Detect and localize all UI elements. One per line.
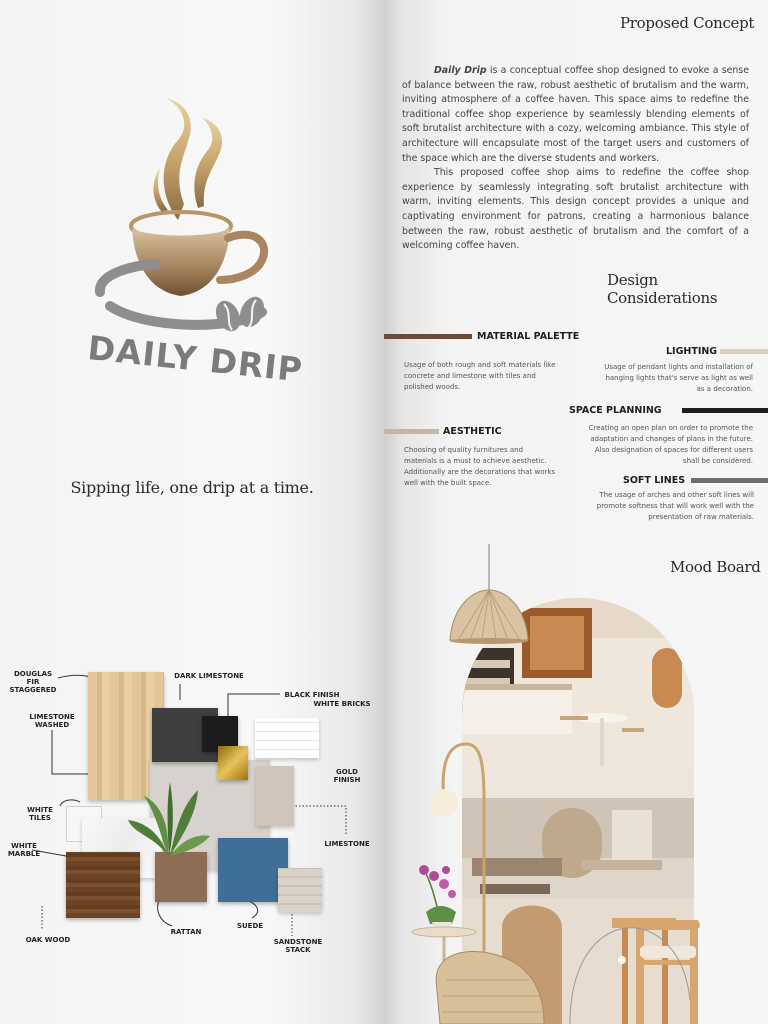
label-white-bricks: WHITE BRICKS (313, 700, 371, 708)
label-rattan: RATTAN (170, 928, 202, 936)
label-gold-finish: GOLD FINISH (333, 768, 361, 784)
space-planning-text: Creating an open plan on order to promote the adaptation and changes of plans in the future. Also designation of spaces for different users shall be considered. (588, 424, 753, 465)
label-black-finish: BLACK FINISH (284, 691, 340, 699)
label-sandstone-stack: SANDSTONE STACK (273, 938, 323, 954)
design-considerations-heading: Design Considerations (607, 271, 718, 307)
concept-paragraph-1-text: is a conceptual coffee shop designed to evoke a sense of balance between the raw, robust aesthetic of brutalism and the warm, inviting atmosphere of a coffee haven. This space aims to redefine the traditional coffee shop experience by seamlessly blending elements of soft brutalist architecture with a cozy, welcoming ambiance. This style of architecture will encapsulate most of the target users and customers of the space which are the diverse students and workers. (402, 65, 749, 164)
aesthetic-title: AESTHETIC (443, 426, 502, 437)
label-limestone: LIMESTONE (324, 840, 370, 848)
lighting-title: LIGHTING (666, 346, 718, 357)
concept-paragraph-1 (402, 64, 749, 166)
concept-paragraph-2: This proposed coffee shop aims to redefine the coffee shop experience by seamlessly integrating soft brutalist architecture with warm, inviting elements. This design concept provides a unique and captivating environment for patrons, creating a harmonious balance between the raw, robust aesthetic of brutalism and the comfort of a welcoming coffee haven. (402, 167, 749, 252)
aesthetic-text: Choosing of quality furnitures and materials is a must to achieve aesthetic. Additionally are the decorations that works well with the built space. (404, 446, 556, 487)
swatch-gold-finish (218, 746, 248, 780)
material-palette-title: MATERIAL PALETTE (477, 331, 580, 342)
label-white-marble: WHITE MARBLE (7, 842, 41, 858)
soft-lines-text: The usage of arches and other soft lines will promote softness that will work well with the presentation of raw materials. (596, 491, 754, 521)
proposed-concept-heading: Proposed Concept (620, 14, 755, 32)
label-suede: SUEDE (236, 922, 264, 930)
swatch-oak-wood (66, 852, 140, 918)
mood-board-heading: Mood Board (670, 558, 761, 576)
aesthetic-bar (384, 429, 439, 434)
material-palette-text: Usage of both rough and soft materials like concrete and limestone with tiles and polished woods. (404, 361, 556, 391)
cafe-interior-illustration (462, 598, 694, 1024)
label-oak-wood: OAK WOOD (25, 936, 71, 944)
soft-lines-title: SOFT LINES (623, 475, 686, 486)
brand-wordmark: DAILY DRIP (85, 328, 305, 390)
lighting-bar (720, 349, 768, 354)
tagline: Sipping life, one drip at a time. (70, 478, 314, 497)
swatch-sandstone-stack (278, 868, 322, 912)
mood-board-arch-image (462, 598, 694, 1024)
label-douglas-fir: DOUGLAS FIR STAGGERED (9, 670, 57, 694)
label-white-tiles: WHITE TILES (27, 806, 53, 822)
brand-name-inline: Daily Drip (434, 65, 487, 76)
soft-lines-bar (691, 478, 768, 483)
space-planning-bar (682, 408, 768, 413)
lighting-text: Usage of pendant lights and installation of hanging lights that's serve as light as well as a decoration. (604, 363, 753, 393)
swatch-white-bricks (255, 718, 319, 758)
concept-body (402, 64, 749, 254)
label-limestone-washed: LIMESTONE WASHED (29, 713, 75, 729)
space-planning-title: SPACE PLANNING (569, 405, 662, 416)
label-dark-limestone: DARK LIMESTONE (174, 672, 244, 680)
potted-plant-icon (124, 776, 214, 860)
swatch-limestone (256, 766, 294, 826)
material-palette-bar (384, 334, 472, 339)
